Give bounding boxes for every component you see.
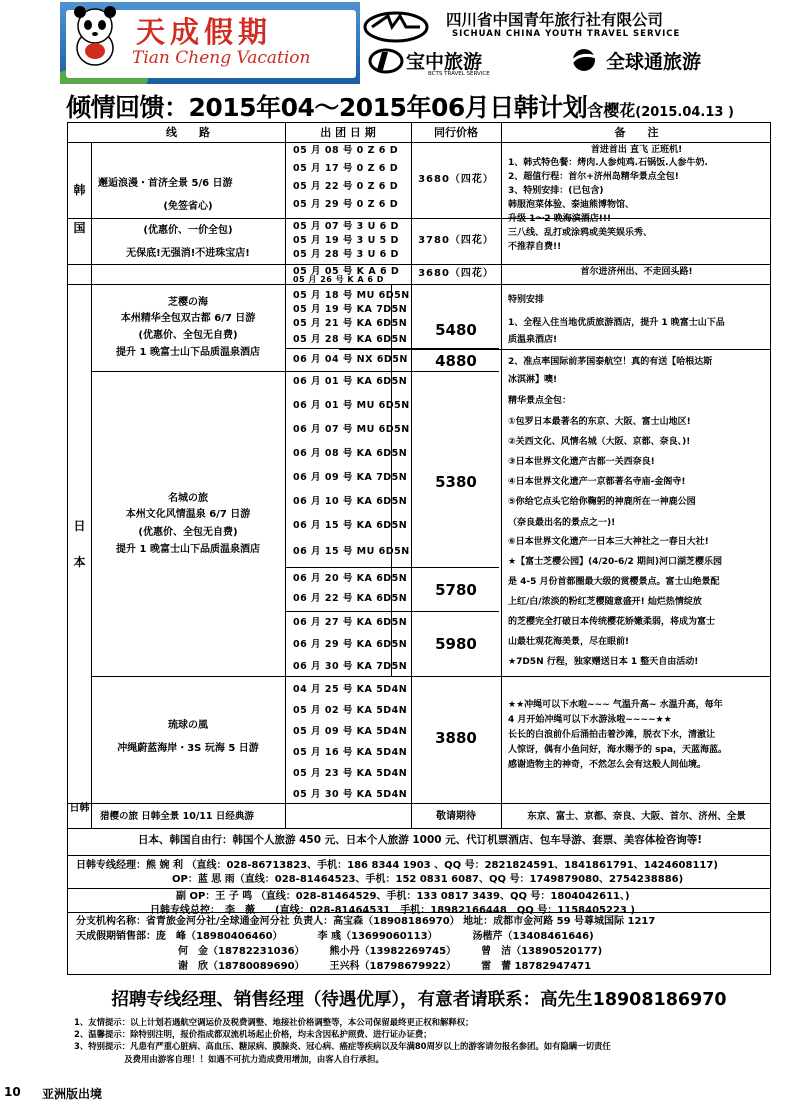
price-japan-6: 3880 [435,729,477,747]
date-row: 06 月 15 号 MU 6D5N [293,546,410,557]
date-row: 06 月 01 号 KA 6D5N [293,376,408,387]
date-row: 05 月 16 号 KA 5D4N [293,747,408,758]
footer-notes [74,1016,774,1065]
contact-deputy-op: 副 OP：王 子 鸣 （直线：028-81464529、手机：133 0817 3439、QQ 号：1804042611、) [176,891,630,902]
date-row: 05 月 29 号 0 Z 6 D [293,199,399,210]
date-row: 06 月 04 号 NX 6D5N [293,354,408,365]
brand-title: 天成假期 [136,15,273,49]
japan-route3-title: 冲绳蔚蓝海岸・3S 玩海 5 日游 [117,743,259,754]
footer-note: 及费用由游客自理！！如遇不可抗力造成费用增加，由客人自行承担。 [74,1053,384,1064]
date-row: 05 月 18 号 MU 6D5N [293,290,410,301]
footer-note: 1、友情提示：以上计划若遇航空调运价及税费调整、地接社价格调整等，本公司保留最终更正权和解释权； [74,1017,474,1027]
contact-control: 日韩专线总控： 李 薇 (直线：028-81464531 手机：18982166448 QQ 号：1158405223 ) [150,905,635,916]
self-guided-info: 日本、韩国自由行：韩国个人旅游 450 元、日本个人旅游 1000 元、代订机票酒店、包车导游、套票、美容体检咨询等! [137,834,703,846]
bcts-subtitle: BCTS TRAVEL SERVICE [428,71,490,77]
date-row: 05 月 09 号 KA 5D4N [293,726,408,737]
japan-note: 特别安排 [508,295,545,305]
japan-note: ①包罗日本最著名的东京、大阪、富士山地区! [508,417,691,427]
japan-route2-name: 名城の旅 [168,493,208,504]
price-korea-1: 3680（四花） [418,174,494,185]
korea-route-price: (优惠价、一价全包) [143,225,233,236]
japan-note: ⑤你给它点头它给你鞠躬的神鹿所在一神鹿公园 [508,497,696,507]
title-date: (2015.04.13 ) [635,105,734,120]
price-korea-2: 3780（四花） [418,235,494,246]
cyts-logo-icon [362,10,430,44]
japan-note: ⑥日本世界文化遗产一日本三大神社之一春日大社! [508,537,709,547]
okinawa-note: ★★冲绳可以下水啦~~~ 气温升高~ 水温升高，每年 [508,700,723,710]
recruitment-banner: 招聘专线经理、销售经理（待遇优厚），有意者请联系：高先生18908186970 [111,990,727,1010]
page-number: 10 [4,1085,21,1099]
header-notes: 备 注 [614,126,659,139]
bcts-name: 宝中旅游 [406,51,483,73]
country-korea-2: 国 [73,221,86,235]
japan-route1-title: 本州精华全包双古都 6/7 日游 [120,313,256,324]
date-row: 05 月 17 号 0 Z 6 D [293,163,399,174]
japan-route1-hotel: 提升 1 晚富士山下品质温泉酒店 [116,347,260,358]
page-header [60,2,772,84]
agency-name: 四川省中国青年旅行社有限公司 [446,11,664,29]
price-japan-3: 5380 [435,473,477,491]
header-route: 线 路 [166,126,210,139]
okinawa-note: 人惊讶，偶有小鱼问好，海水赐予的 spa，天蓝海蓝。 [508,745,728,755]
agency-name-en: SICHUAN CHINA YOUTH TRAVEL SERVICE [452,29,681,39]
branch-sales: 天成假期销售部：庞 峰（18980406460） 李 彧（13699060113） 汤楷芹（13408461646) [76,931,594,942]
korea-note: 韩服泡菜体验、泰迪熊博物馆、 [508,200,635,210]
japan-route1-price: (优惠价、全包无自费) [138,330,238,341]
date-row: 06 月 30 号 KA 7D5N [293,661,408,672]
price-japan-2: 4880 [435,352,477,370]
korea-route-promise: 无保底!无强消!不进珠宝店! [126,248,250,259]
date-row: 05 月 28 号 3 U 6 D [293,249,399,260]
okinawa-note: 4 月开始冲绳可以下水游泳啦~~~~★★ [508,715,672,725]
japan-note: ②关西文化、风情名城（大阪、京都、奈良、)! [508,437,691,447]
date-row: 05 月 19 号 KA 7D5N [293,304,408,315]
korea-note: 2、超值行程：首尔+济州岛精华景点全包! [508,172,679,182]
korea-note: 3、特别安排：(已包含) [508,186,604,196]
korea-note: 不推荐自费!! [508,242,562,252]
contact-op: OP：蓝 思 雨（直线：028-81464523、手机：152 0831 6087、QQ 号：1749879080、2754238886) [172,874,684,885]
korea-note: 首进首出 直飞 正班机! [590,145,683,155]
korea-note-route: 首尔进济州出、不走回头路! [580,267,693,277]
branch-sales: 何 金（18782231036） 熊小丹（13982269745） 曾 洁（13890520177) [178,946,603,957]
date-row: 05 月 21 号 KA 6D5N [293,318,408,329]
japan-note: 精华景点全包： [508,396,572,406]
date-row: 06 月 20 号 KA 6D5N [293,573,408,584]
country-korea-1: 韩 [73,183,86,197]
date-row: 06 月 29 号 KA 6D5N [293,639,408,650]
japan-note: 冰淇淋】噢! [508,375,558,385]
header-price: 同行价格 [434,126,478,139]
japan-note: ★【富士芝樱公园】(4/20-6/2 期间)河口湖芝樱乐园 [508,557,723,567]
japan-note: 上红/白/浓淡的粉红芝樱随意盛开! 灿烂热情绽放 [508,597,702,607]
footer-note: 3、特别提示：凡患有严重心脏病、高血压、糖尿病、膜腺炎、冠心病、癌症等疾病以及年满80周岁以上的游客请勿报名参团。如有隐瞒一切责任 [74,1041,611,1052]
japan-note: 山最壮观花海美景，尽在眼前! [508,637,630,647]
header-dates: 出 团 日 期 [320,126,376,139]
date-row: 05 月 08 号 0 Z 6 D [293,145,399,156]
date-row: 05 月 30 号 KA 5D4N [293,789,408,800]
date-row: 05 月 19 号 3 U 5 D [293,235,399,246]
korea-note: 1、韩式特色餐：烤肉.人参炖鸡.石锅饭.人参牛奶. [508,158,708,168]
global-travel-logo-icon [568,48,600,72]
japan-route2-title: 本州文化风情温泉 6/7 日游 [125,509,251,520]
date-row: 06 月 01 号 MU 6D5N [293,400,410,411]
page-title [66,88,734,124]
date-row: 06 月 08 号 KA 6D5N [293,448,408,459]
date-row: 05 月 07 号 3 U 6 D [293,221,399,232]
korea-note: 升级 1～2 晚海滨酒店!!! [508,214,612,224]
japan-route1-name: 芝樱の海 [168,297,208,308]
okinawa-note: 感谢造物主的神奇，不然怎么会有这般人间仙境。 [508,760,707,770]
price-japan-4: 5780 [435,581,477,599]
date-row: 04 月 25 号 KA 5D4N [293,684,408,695]
date-row: 06 月 09 号 KA 7D5N [293,472,408,483]
date-row: 06 月 22 号 KA 6D5N [293,593,408,604]
contact-manager: 日韩专线经理：熊 婉 利 （直线：028-86713823、手机：186 8344 1903 、QQ 号：2821824591、1841861791、1424608117) [76,860,718,871]
date-row: 05 月 23 号 KA 5D4N [293,768,408,779]
brand-subtitle: Tian Cheng Vacation [132,48,311,68]
date-row: 05 月 05 号 K A 6 D [293,266,400,277]
okinawa-note: 长长的白浪前仆后涌拍击着沙滩，脱衣下水，清澈让 [508,730,716,740]
title-sub: 含樱花 [587,101,636,120]
itinerary-table [67,122,771,975]
japan-note: 质温泉酒店! [508,335,558,345]
date-row: 05 月 02 号 KA 5D4N [293,705,408,716]
japan-note: 1、全程入住当地优质旅游酒店，提升 1 晚富士山下品 [508,318,725,328]
global-travel-name: 全球通旅游 [606,51,702,73]
price-japan-1: 5480 [435,321,477,339]
panda-mascot-icon [66,4,124,66]
japan-note: ③日本世界文化遗产古都一关西奈良! [508,457,655,467]
branch-info: 分支机构名称：省青旅金河分社/全球通金河分社 负责人：高宝森（18908186970） 地址：成都市金河路 59 号尊城国际 1217 [76,916,656,927]
korea-note: 三八线、乱打或涂鸦或美笑娱乐秀、 [508,228,653,238]
japan-note: ④日本世界文化遗产一京都著名寺庙-金阁寺! [508,477,686,487]
date-row: 06 月 27 号 KA 6D5N [293,617,408,628]
japan-route2-price: (优惠价、全包无自费) [138,527,238,538]
footer-note: 2、温馨提示：除特别注明，报价指成都双流机场起止价格，均未含因私护照费、进行证办证费； [74,1029,432,1040]
country-japan-korea: 日韩 [69,803,90,814]
country-japan-1: 日 [73,519,86,533]
date-row: 05 月 28 号 KA 6D5N [293,334,408,345]
publication-name: 亚洲版出境 [42,1087,103,1101]
japan-note: 的芝樱完全打破日本传统樱花娇嫩柔弱，将成为富士 [508,617,716,627]
bcts-logo-icon [368,48,404,74]
japan-note: 是 4-5 月份首都圈最大级的赏樱景点。富士山绝景配 [508,577,720,587]
japan-note: ★7D5N 行程，独家赠送日本 1 整天自由活动! [508,657,699,667]
date-row: 05 月 26 号 K A 6 D [293,275,384,284]
country-japan-2: 本 [73,555,86,569]
jk-price: 敬请期待 [436,811,476,822]
jk-route-name: 猎樱の旅 日韩全景 10/11 日经典游 [100,811,254,822]
japan-route3-name: 琉球の風 [168,720,208,731]
jk-note: 东京、富士、京都、奈良、大阪、首尔、济州、全景 [527,811,746,822]
japan-note: 2、准点率国际前茅国泰航空！真的有送【哈根达斯 [508,357,713,367]
date-row: 06 月 15 号 KA 6D5N [293,520,408,531]
korea-route-visa: (免签省心) [163,201,213,212]
title-main: 倾情回馈：2015年04～2015年06月日韩计划 [66,93,588,122]
price-japan-5: 5980 [435,635,477,653]
branch-sales: 谢 欣（18780089690） 王兴科（18798679922） 雷 蕾 18782947471 [178,961,592,972]
price-korea-3: 3680（四花） [418,268,494,279]
date-row: 06 月 10 号 KA 6D5N [293,496,408,507]
japan-note: （奈良最出名的景点之一)! [508,518,616,528]
japan-route2-hotel: 提升 1 晚富士山下品质温泉酒店 [116,544,260,555]
date-row: 06 月 07 号 MU 6D5N [293,424,410,435]
korea-route-name: 邂逅浪漫・首济全景 5/6 日游 [98,178,233,189]
date-row: 05 月 22 号 0 Z 6 D [293,181,399,192]
